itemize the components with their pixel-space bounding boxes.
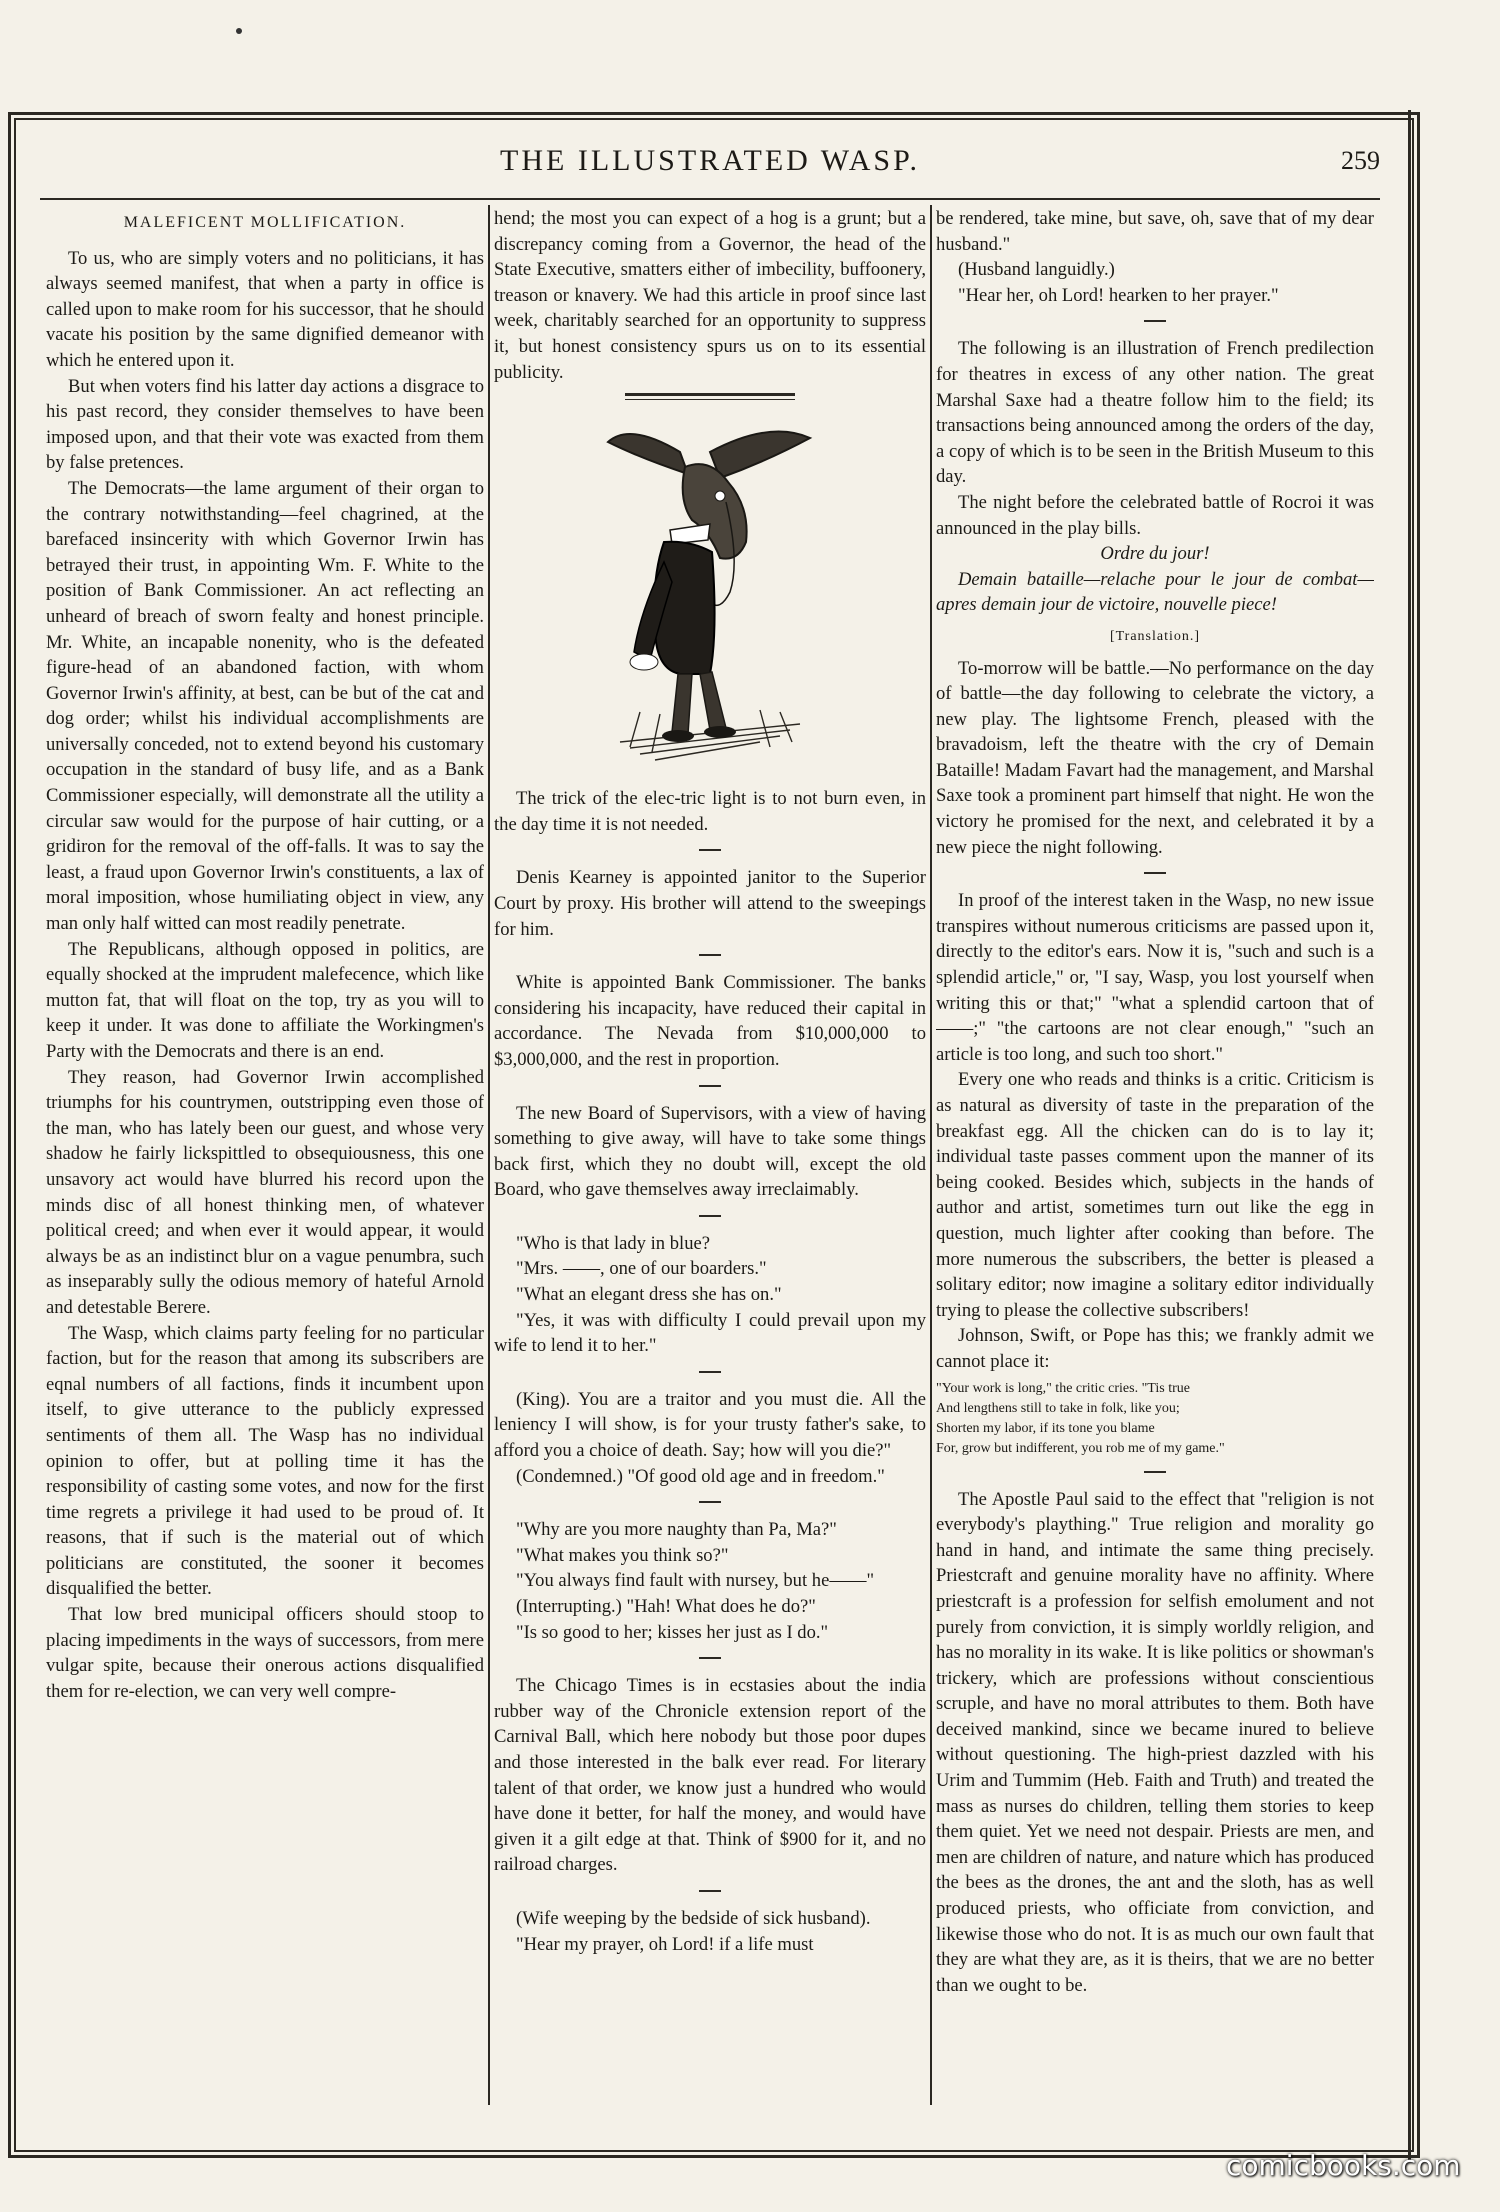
- article-headline: MALEFICENT MOLLIFICATION.: [123, 214, 407, 231]
- section-dash: [1144, 872, 1166, 874]
- paragraph: To-morrow will be battle.—No performance on the day of battle—the day following to celebrate the victory, a new play. The lightsome French, pleased with the bravadoism, left the theatre with the cry of Demain Bataille! Madam Favart had the management, and Marshal Saxe took a prominent part himself that night. He won the victory he promised for the next, and celebrated it by a new piece the night following.: [936, 657, 1374, 858]
- dialogue-line: "You always find fault with nursey, but he——": [516, 1570, 875, 1592]
- page-number: 259: [1341, 146, 1380, 175]
- dialogue-line: "Is so good to her; kisses her just as I do.": [516, 1621, 829, 1643]
- site-watermark: comicbooks.com: [1226, 2149, 1461, 2182]
- paragraph: The Republicans, although opposed in politics, are equally shocked at the imprudent malefecence, which like mutton fat, that will float on the top, try as you will to keep it under. It was done to affiliate the Workingmen's Party with the Democrats and there is an end.: [46, 938, 484, 1062]
- page-edge-rule: [1408, 110, 1411, 2160]
- donkey-caricature-illustration: [560, 412, 860, 772]
- paragraph: That low bred municipal officers should stoop to placing impediments in the ways of successors, from mere vulgar spite, because their onerous actions disqualified them for re-election, we can very well compre-: [46, 1604, 484, 1702]
- ink-dot: [236, 28, 242, 34]
- paragraph: hend; the most you can expect of a hog is a grunt; but a discrepancy coming from a Governor, the head of the State Executive, smatters either of imbecility, buffoonery, treason or knavery. We had this article in proof since last week, charitably searched for an opportunity to suppress it, but honest consistency spurs us on to its essential publicity.: [494, 208, 926, 383]
- section-dash: [699, 1657, 721, 1659]
- quoted-verse: [936, 1379, 1374, 1459]
- dialogue-line: "Who is that lady in blue?: [516, 1232, 710, 1254]
- paragraph: They reason, had Governor Irwin accomplished triumphs for his countrymen, outstripping even those of the man, who has lately been our guest, and whose very shadow he fairly lickspittled to obsequiousness, this one unsavory act would have blurred his record upon the minds disc of all honest thinking men, of whatever political creed; and when ever it would appear, it would always be as an indistinct blur on a vague penumbra, such as inseparably sully the odious memory of hateful Arnold and detestable Berere.: [46, 1066, 484, 1318]
- paragraph: White is appointed Bank Commissioner. The banks considering his incapacity, have reduced their capital in accordance. The Nevada from $10,000,000 to $3,000,000, and the rest in proportion.: [494, 972, 926, 1070]
- paragraph: "Hear my prayer, oh Lord! if a life must: [516, 1933, 814, 1955]
- section-dash: [699, 1215, 721, 1217]
- section-dash: [699, 954, 721, 956]
- page-header: [40, 138, 1380, 200]
- verse-line: And lengthens still to take in folk, like you;: [936, 1400, 1180, 1416]
- paragraph: Denis Kearney is appointed janitor to the Superior Court by proxy. His brother will attend to the sweepings for him.: [494, 867, 926, 940]
- dialogue-line: "Why are you more naughty than Pa, Ma?": [516, 1519, 837, 1541]
- dialogue-line: "Yes, it was with difficulty I could prevail upon my wife to lend it to her.": [494, 1309, 926, 1357]
- paragraph: The trick of the elec-tric light is to not burn even, in the day time it is not needed.: [494, 788, 926, 835]
- paragraph: (Wife weeping by the bedside of sick husband).: [516, 1907, 871, 1929]
- paragraph: The Apostle Paul said to the effect that "religion is not everybody's plaything." True religion and morality go hand in hand, and intimate the same thing precisely. Priestcraft and genuine morality have no affinity. Where priestcraft is a profession for selfish emolument and not purely from conviction, it is simply worldly religion, and has no morality in its wake. It is like politics or showman's trickery, which are professions without conscientious scruple, and have no moral attributes to them. Both have deceived mankind, since we became inured to believe without questioning. The high-priest dazzled with his Urim and Tummim (Heb. Faith and Truth) and treated the mass as nurses do children, telling them stories to keep them quiet. Yet we need not despair. Priests are men, and men are children of nature, and nature which has produced the bees as the drones, the ant and the sloth, has as well produced priests, who officiate from conviction, and likewise those who do not. It is as much our own fault that they are what they are, as it is theirs, that we are no better than we ought to be.: [936, 1488, 1374, 1996]
- verse-line: For, grow but indifferent, you rob me of my game.": [936, 1440, 1225, 1456]
- section-dash: [699, 1085, 721, 1087]
- dialogue-line: "What makes you think so?": [516, 1544, 729, 1566]
- paragraph: The following is an illustration of French predilection for theatres in excess of any other nation. The great Marshal Saxe had a theatre follow him to the field; its transactions being announced among the orders of the day, a copy of which is to be seen in the British Museum to this day.: [936, 338, 1374, 488]
- dialogue-line: "Mrs. ——, one of our boarders.": [516, 1258, 767, 1280]
- verse-line: Shorten my labor, if its tone you blame: [936, 1420, 1155, 1436]
- french-order-heading: Ordre du jour!: [1100, 543, 1210, 565]
- column-rule-1: [488, 205, 490, 2105]
- section-double-rule: [625, 393, 795, 400]
- paragraph: The Chicago Times is in ecstasies about the india rubber way of the Chronicle extension report of the Carnival Ball, which here nobody but those poor dupes and those interested in the balk ever read. For literary talent of that order, we know just a hundred who would have done it better, for half the money, and would have given it a gilt edge at that. Think of $900 for it, and no railroad charges.: [494, 1675, 926, 1876]
- paragraph: The new Board of Supervisors, with a view of having something to give away, will have to take some things back first, which they no doubt will, except the old Board, who gave themselves away irreclaimably.: [494, 1102, 926, 1201]
- section-dash: [1144, 1471, 1166, 1473]
- paragraph: The night before the celebrated battle of Rocroi it was announced in the play bills.: [936, 491, 1374, 539]
- paragraph: In proof of the interest taken in the Wasp, no new issue transpires without numerous criticisms are passed upon it, directly to the editor's ears. Now it is, "such and such is a splendid article," or, "I say, Wasp, you lost yourself when writing this or that;" "what a splendid cartoon that of——;" "the cartoons are not clear enough," "such an article is too long, and such too short.": [936, 890, 1374, 1065]
- dialogue-line: (King). You are a traitor and you must die. All the leniency I will show, is for your trusty father's sake, to afford you a choice of death. Say; how will you die?": [494, 1388, 926, 1462]
- dialogue-line: (Interrupting.) "Hah! What does he do?": [516, 1596, 816, 1617]
- column-1: [46, 206, 484, 2111]
- paragraph: Every one who reads and thinks is a critic. Criticism is as natural as diversity of taste in the preparation of the breakfast egg. All the chicken can do is to lay it; individual taste passes comment upon the manner of its being cooked. Besides which, subjects in the hands of author and artist, sometimes turn out like the egg in question, much lighter after cooking than before. The more numerous the subscribers, the better is pleased a solitary editor; now imagine a solitary editor individually trying to please the collective subscribers!: [936, 1069, 1374, 1321]
- translation-label: [Translation.]: [1109, 628, 1201, 644]
- paragraph: Johnson, Swift, or Pope has this; we frankly admit we cannot place it:: [936, 1325, 1374, 1372]
- masthead-title: THE ILLUSTRATED WASP.: [500, 144, 920, 177]
- column-2: [494, 206, 926, 2111]
- paragraph: be rendered, take mine, but save, oh, save that of my dear husband.": [936, 208, 1374, 255]
- section-dash: [699, 849, 721, 851]
- paragraph: (Husband languidly.): [958, 259, 1115, 281]
- paragraph: But when voters find his latter day actions a disgrace to his past record, they consider themselves to have been imposed upon, and that their vote was exacted from them by false pretences.: [46, 375, 484, 474]
- section-dash: [699, 1371, 721, 1373]
- verse-line: "Your work is long," the critic cries. "Tis true: [936, 1380, 1190, 1396]
- paragraph: To us, who are simply voters and no politicians, it has always seemed manifest, that when a party in office is called upon to make room for his successor, that he should vacate his position by the same dignified demeanor with which he entered upon it.: [46, 247, 484, 371]
- column-rule-2: [930, 205, 932, 2105]
- paragraph: The Wasp, which claims party feeling for no particular faction, but for the reason that among its subscribers are eqnal numbers of all factions, finds it incumbent upon itself, to give utterance to the publicly expressed sentiments of them all. The Wasp has no individual opinion to offer, but at polling time it has the responsibility of casting some votes, and now for the first time regrets a privilege it had used to be proud of. It reasons, that if such is the material out of which politicians are constituted, the sooner it becomes disqualified the better.: [46, 1322, 484, 1600]
- section-dash: [1144, 320, 1166, 322]
- french-quote: Demain bataille—relache pour le jour de combat—apres demain jour de victoire, nouvelle piece!: [936, 568, 1374, 616]
- section-dash: [699, 1890, 721, 1892]
- dialogue-line: "What an elegant dress she has on.": [516, 1284, 782, 1306]
- paragraph: "Hear her, oh Lord! hearken to her prayer.": [958, 284, 1279, 306]
- section-dash: [699, 1501, 721, 1503]
- dialogue-line: (Condemned.) "Of good old age and in freedom.": [516, 1465, 885, 1487]
- column-3: [936, 206, 1374, 2111]
- paragraph: The Democrats—the lame argument of their organ to the contrary notwithstanding—feel chagrined, at the barefaced insincerity with which Governor Irwin has betrayed their trust, in appointing Wm. F. White to the position of Bank Commissioner. An act reflecting an unheard of breach of sworn fealty and honest principle. Mr. White, an incapable nonenity, who is the defeated figure-head of an abandoned faction, with whom Governor Irwin's affinity, at best, can be but of the cat and dog order; whilst his individual accomplishments are universally conceded, not to extend beyond his customary occupation in the standard of busy life, and as a Bank Commissioner especially, will demonstrate all the utility a circular saw would for the purpose of hair cutting, or a gridiron for the removal of the off-falls. It was to say the least, a fraud upon Governor Irwin's constituents, a lax of moral imposition, whose humiliating object in view, any man only half witted can most readily penetrate.: [46, 477, 484, 935]
